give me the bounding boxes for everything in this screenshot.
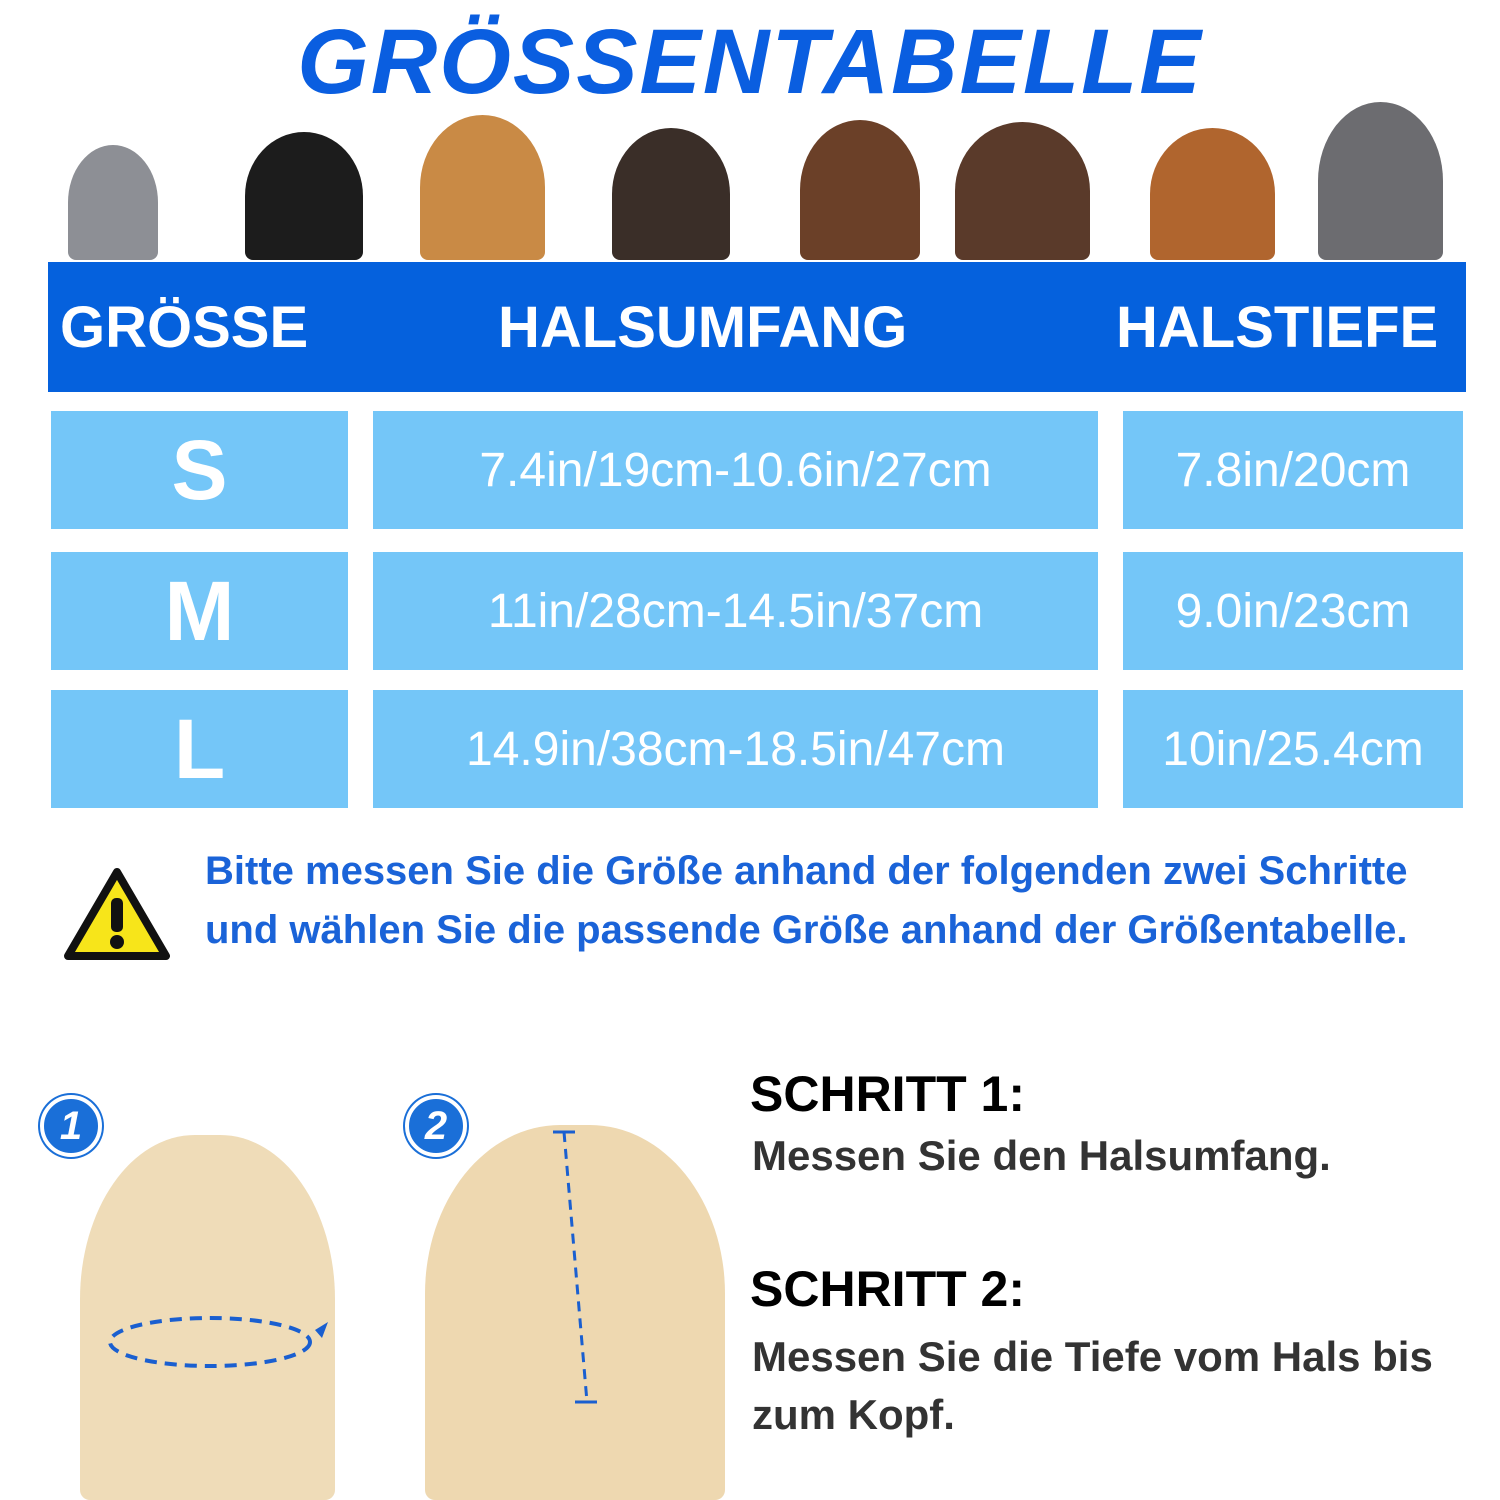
header-neck-depth: HALSTIEFE (1116, 295, 1439, 360)
cocker-spaniel-photo (800, 120, 920, 260)
boxer-photo (1150, 128, 1275, 260)
neck-cell: 14.9in/38cm-18.5in/47cm (373, 690, 1098, 808)
size-cell: S (51, 411, 348, 529)
step-1-heading: SCHRITT 1: (750, 1066, 1025, 1122)
header-neck-circumference: HALSUMFANG (498, 295, 908, 360)
measurement-note: Bitte messen Sie die Größe anhand der folgenden zwei Schritte und wählen Sie die passende Größe anhand der Größentabelle. (205, 849, 1408, 952)
depth-cell: 10in/25.4cm (1123, 690, 1463, 808)
neck-cell: 7.4in/19cm-10.6in/27cm (373, 411, 1098, 529)
neck-cell: 11in/28cm-14.5in/37cm (373, 552, 1098, 670)
neck-circumference-arrow-icon (100, 1310, 340, 1380)
step-1-text: Messen Sie den Halsumfang. (752, 1132, 1331, 1179)
black-labrador-photo (245, 132, 363, 260)
size-cell: M (51, 552, 348, 670)
cat-photo (68, 145, 158, 260)
golden-retriever-photo (420, 115, 545, 260)
step-2-heading: SCHRITT 2: (750, 1261, 1025, 1317)
australian-shepherd-photo (612, 128, 730, 260)
depth-cell: 9.0in/23cm (1123, 552, 1463, 670)
size-cell: L (51, 690, 348, 808)
depth-cell: 7.8in/20cm (1123, 411, 1463, 529)
husky-photo (1318, 102, 1443, 260)
step-1-badge: 1 (40, 1095, 102, 1157)
page-title: GRÖSSENTABELLE (297, 11, 1203, 113)
step-2-badge: 2 (405, 1095, 467, 1157)
table-header (48, 262, 1466, 392)
warning-icon (62, 866, 172, 964)
chocolate-labrador-photo (955, 122, 1090, 260)
header-size: GRÖSSE (60, 295, 309, 360)
neck-depth-line-icon (545, 1128, 605, 1408)
step-2-text: Messen Sie die Tiefe vom Hals bis zum Kopf. (752, 1333, 1433, 1438)
